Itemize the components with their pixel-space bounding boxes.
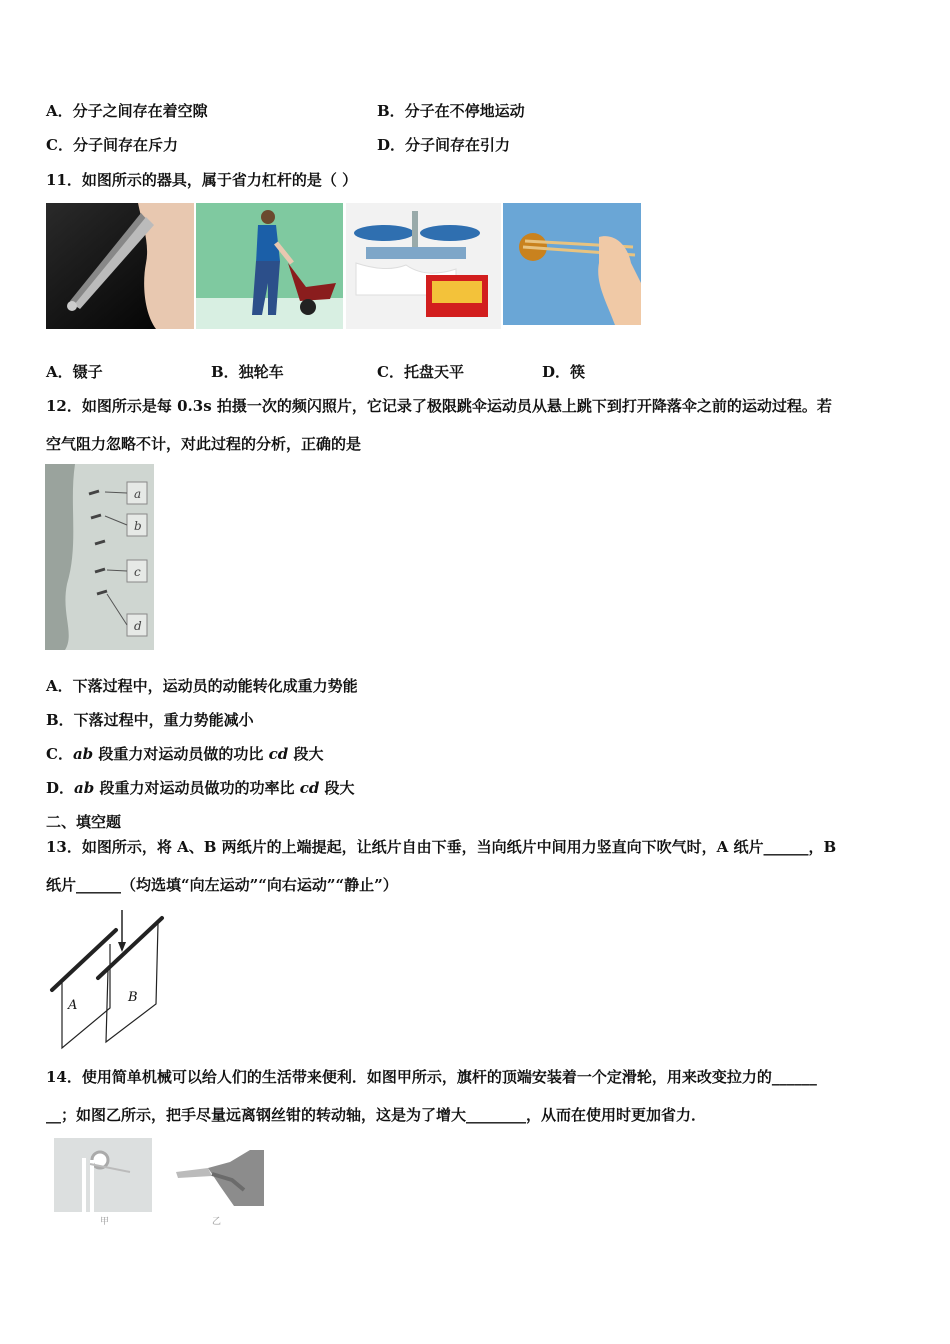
- chopsticks-image: [503, 203, 641, 325]
- section-title: 二、填空题: [46, 813, 122, 831]
- fig-label-c: c: [134, 565, 141, 579]
- q14-stem-line2: __；如图乙所示，把手尽量远离钢丝钳的转动轴，这是为了增大________，从而在使用时更加省力．: [46, 1106, 707, 1124]
- q12-stem-line2: 空气阻力忽略不计，对此过程的分析，正确的是: [46, 435, 362, 453]
- q11-option-a: A．镊子: [46, 363, 103, 381]
- q11-option-c: C．托盘天平: [377, 363, 464, 381]
- paper-label-b: B: [128, 990, 138, 1005]
- tweezers-image: [46, 203, 194, 329]
- fig-label-a: a: [134, 487, 142, 501]
- q12-option-d: D．ab 段重力对运动员做功的功率比 cd 段大: [46, 779, 355, 797]
- q13-stem-line2: 纸片______（均选填“向左运动”“向右运动”“静止”）: [46, 876, 398, 894]
- figure-label-yi: 乙: [212, 1217, 222, 1227]
- q13-stem-line1: 13．如图所示，将 A、B 两纸片的上端提起，让纸片自由下垂，当向纸片中间用力竖直向下吹气时，A 纸片______，B: [46, 838, 837, 856]
- paper-label-a: A: [68, 998, 78, 1013]
- q10-option-a: A．分子之间存在着空隙: [46, 102, 208, 120]
- balance-scale-image: [346, 203, 501, 329]
- q11-option-b: B．独轮车: [211, 363, 284, 381]
- q11-stem: 11．如图所示的器具，属于省力杠杆的是（ ）: [46, 171, 358, 189]
- skydiver-photo: [45, 464, 154, 650]
- pulley-photo: [54, 1138, 152, 1212]
- figure-label-jia: 甲: [100, 1217, 110, 1227]
- q12-option-a: A．下落过程中，运动员的动能转化成重力势能: [46, 677, 358, 695]
- q10-option-b: B．分子在不停地运动: [377, 102, 525, 120]
- q10-option-d: D．分子间存在引力: [377, 136, 511, 154]
- pliers-photo: [172, 1150, 264, 1206]
- q10-option-c: C．分子间存在斥力: [46, 136, 178, 154]
- fig-label-d: d: [134, 619, 142, 633]
- q11-option-d: D．筷: [542, 363, 586, 381]
- q12-option-c: C．ab 段重力对运动员做的功比 cd 段大: [46, 745, 324, 763]
- fig-label-b: b: [134, 519, 142, 533]
- wheelbarrow-image: [196, 203, 343, 329]
- q14-stem-line1: 14．使用简单机械可以给人们的生活带来便利．如图甲所示，旗杆的顶端安装着一个定滑轮，用来改变拉力的______: [46, 1068, 817, 1086]
- paper-sheets-diagram: [46, 908, 170, 1054]
- q12-option-b: B．下落过程中，重力势能减小: [46, 711, 254, 729]
- q12-stem-line1: 12．如图所示是每 0.3s 拍摄一次的频闪照片，它记录了极限跳伞运动员从悬上跳下到打开降落伞之前的运动过程。若: [46, 397, 832, 415]
